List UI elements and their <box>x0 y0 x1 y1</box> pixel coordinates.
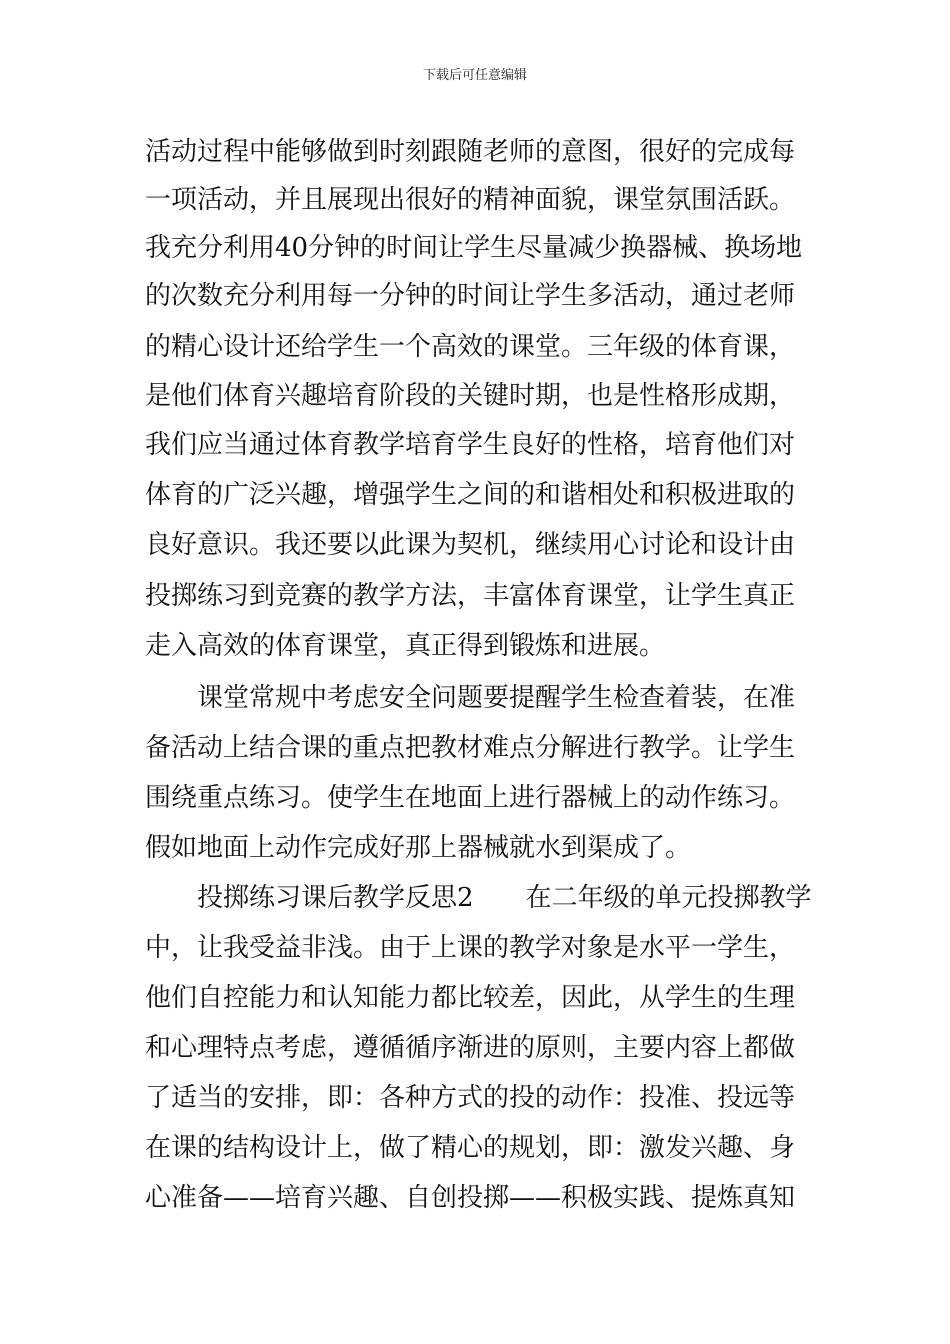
paragraph-2-line-1: 课堂常规中考虑安全问题要提醒学生检查着装，在准 <box>197 683 796 713</box>
paragraph-2-line-2: 备活动上结合课的重点把教材难点分解进行教学。让学生 <box>145 733 796 763</box>
body-line-7: 我们应当通过体育教学培育学生良好的性格，培育他们对 <box>145 430 796 460</box>
body-line-5: 的精心设计还给学生一个高效的课堂。三年级的体育课， <box>145 332 796 362</box>
paragraph-3-line-5: 了适当的安排，即：各种方式的投的动作：投准、投远等 <box>145 1083 796 1113</box>
body-line-8: 体育的广泛兴趣，增强学生之间的和谐相处和积极进取的 <box>145 480 796 510</box>
paragraph-2-line-4: 假如地面上动作完成好那上器械就水到渠成了。 <box>145 833 692 863</box>
paragraph-3-line-6: 在课的结构设计上，做了精心的规划，即：激发兴趣、身 <box>145 1133 796 1163</box>
body-line-1: 活动过程中能够做到时刻跟随老师的意图，很好的完成每 <box>145 137 796 167</box>
body-line-10: 投掷练习到竞赛的教学方法，丰富体育课堂，让学生真正 <box>145 581 796 611</box>
body-line-9: 良好意识。我还要以此课为契机，继续用心讨论和设计由 <box>145 530 796 560</box>
body-line-2: 一项活动，并且展现出很好的精神面貌，课堂氛围活跃。 <box>145 185 796 215</box>
paragraph-3-line-7: 心准备——培育兴趣、自创投掷——积极实践、提炼真知 <box>145 1183 796 1213</box>
paragraph-2-line-3: 围绕重点练习。使学生在地面上进行器械上的动作练习。 <box>145 783 796 813</box>
paragraph-3-line-3: 他们自控能力和认知能力都比较差，因此，从学生的生理 <box>145 983 796 1013</box>
body-line-11: 走入高效的体育课堂，真正得到锻炼和进展。 <box>145 631 666 661</box>
paragraph-3-line-2: 中，让我受益非浅。由于上课的教学对象是水平一学生， <box>145 933 796 963</box>
body-line-4: 的次数充分利用每一分钟的时间让学生多活动，通过老师 <box>145 281 796 311</box>
body-line-3: 我充分利用40分钟的时间让学生尽量减少换器械、换场地 <box>145 233 803 263</box>
paragraph-3-line-1: 投掷练习课后教学反思2 在二年级的单元投掷教学 <box>197 883 812 913</box>
header-note: 下载后可任意编辑 <box>422 68 527 83</box>
paragraph-3-line-4: 和心理特点考虑，遵循循序渐进的原则，主要内容上都做 <box>145 1033 796 1063</box>
body-line-6: 是他们体育兴趣培育阶段的关键时期，也是性格形成期， <box>145 381 796 411</box>
